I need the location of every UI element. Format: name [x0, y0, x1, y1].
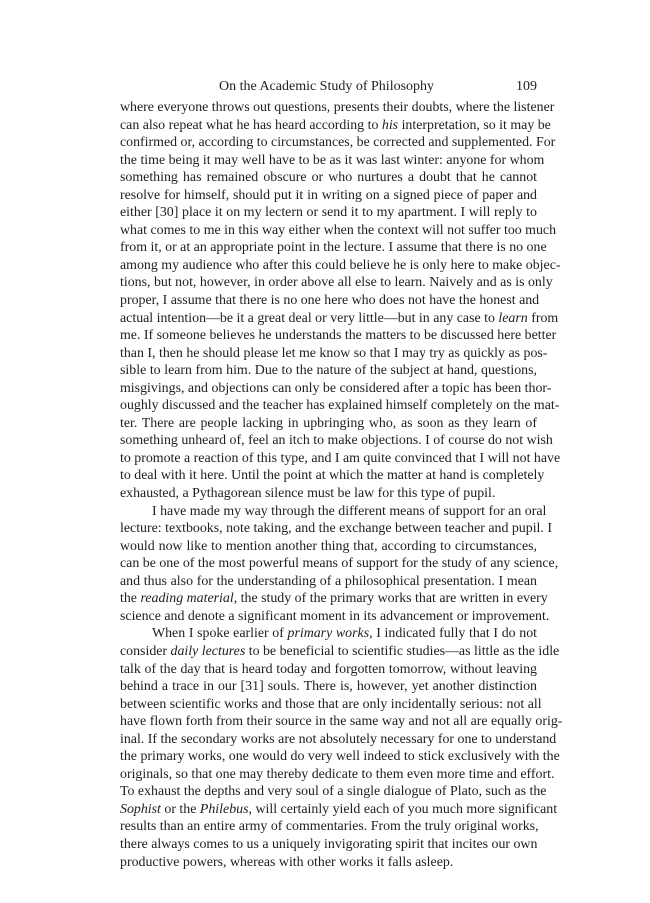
text-line	[120, 117, 551, 135]
text-line: me. If someone believes he understands the matters to be discussed here better	[120, 328, 557, 344]
text-segment: consider	[120, 643, 171, 659]
text-line	[120, 590, 548, 608]
italic-phrase: Sophist	[120, 801, 161, 817]
text-line: behind a trace in our [31] souls. There is, however, yet another distinction	[120, 679, 537, 695]
text-line: from it, or at an appropriate point in the lecture. I assume that there is no one	[120, 240, 547, 256]
text-line: sible to learn from him. Due to the nature of the subject at hand, questions,	[120, 363, 537, 379]
text-line: something has remained obscure or who nurtures a doubt that he cannot	[120, 170, 537, 186]
italic-phrase: primary works	[287, 626, 370, 642]
text-line: something unheard of, feel an itch to make objections. I of course do not wish	[120, 433, 553, 449]
text-line: than I, then he should please let me know so that I may try as quickly as pos-	[120, 345, 548, 361]
running-head	[120, 79, 537, 97]
text-line: confirmed or, according to circumstances, be corrected and supplemented. For	[120, 135, 556, 151]
text-segment: When I spoke earlier of	[152, 626, 288, 642]
text-line: between scientific works and those that are only incidentally serious: not all	[120, 696, 542, 712]
text-line: tions, but not, however, in order above all else to learn. Naively and as is only	[120, 275, 553, 291]
text-segment: the	[120, 591, 141, 607]
text-line: resolve for himself, should put it in writing on a signed piece of paper and	[120, 187, 537, 203]
text-line: lecture: textbooks, note taking, and the exchange between teacher and pupil. I	[120, 521, 552, 537]
text-segment: or the	[160, 801, 200, 817]
body-text	[120, 99, 563, 871]
text-line: to deal with it here. Until the point at which the matter at hand is completely	[120, 468, 545, 484]
text-line: talk of the day that is heard today and forgotten tomorrow, without leaving	[120, 661, 537, 677]
text-segment: to be beneficial to scientific studies—as little as the idle	[245, 643, 560, 659]
text-segment: can also repeat what he has heard according to	[120, 117, 382, 133]
text-line: there always comes to us a uniquely invigorating spirit that incites our own	[120, 836, 538, 852]
text-line: have flown forth from their source in the same way and not all are equally orig-	[120, 714, 563, 730]
text-line: where everyone throws out questions, presents their doubts, where the listener	[120, 100, 555, 115]
text-line: exhausted, a Pythagorean silence must be law for this type of pupil.	[120, 486, 496, 502]
text-line	[120, 625, 537, 643]
text-segment: , will certainly yield each of you much more significant	[248, 801, 558, 817]
text-line: originals, so that one may thereby dedicate to them even more time and effort.	[120, 766, 555, 782]
text-line: to promote a reaction of this type, and I am quite convinced that I will not have	[120, 450, 561, 466]
running-title: On the Academic Study of Philosophy	[219, 79, 435, 94]
text-line: the time being it may well have to be as it was last winter: anyone for whom	[120, 152, 545, 168]
text-line: and thus also for the understanding of a philosophical presentation. I mean	[120, 573, 537, 589]
text-line: either [30] place it on my lectern or send it to my apartment. I will reply to	[120, 205, 537, 221]
text-line: what comes to me in this way either when the context will not suffer too much	[120, 222, 557, 238]
italic-phrase: his	[381, 117, 399, 133]
text-line: oughly discussed and the teacher has explained himself completely on the mat-	[120, 398, 560, 414]
text-line: I have made my way through the different means of support for an oral	[152, 503, 547, 519]
text-segment: interpretation, so it may be	[398, 117, 551, 133]
italic-phrase: Philebus	[199, 801, 249, 817]
text-line	[120, 310, 559, 328]
text-line	[120, 801, 558, 819]
text-segment: from	[527, 310, 559, 326]
italic-phrase: reading material	[140, 591, 234, 607]
text-line: would now like to mention another thing that, according to circumstances,	[120, 538, 537, 554]
page-number: 109	[516, 79, 537, 94]
text-line: science and denote a significant moment in its advancement or improvement.	[120, 608, 550, 624]
italic-phrase: daily lectures	[170, 643, 246, 659]
text-line: proper, I assume that there is no one here who does not have the honest and	[120, 293, 540, 309]
text-segment: , the study of the primary works that are written in every	[233, 591, 548, 607]
italic-phrase: learn	[498, 310, 528, 326]
text-line: among my audience who after this could believe he is only here to make objec-	[120, 257, 561, 273]
text-line: To exhaust the depths and very soul of a single dialogue of Plato, such as the	[120, 784, 547, 800]
text-line: can be one of the most powerful means of support for the study of any science,	[120, 556, 559, 572]
text-line	[120, 643, 560, 661]
text-line: misgivings, and objections can only be considered after a topic has been thor-	[120, 380, 552, 396]
text-line: productive powers, whereas with other works it falls asleep.	[120, 854, 454, 870]
text-segment: actual intention—be it a great deal or very little—but in any case to	[120, 310, 499, 326]
text-line: the primary works, one would do very well indeed to stick exclusively with the	[120, 749, 560, 765]
text-line: results than an entire army of commentaries. From the truly original works,	[120, 819, 539, 835]
text-line: ter. There are people lacking in upbringing who, as soon as they learn of	[120, 415, 537, 431]
text-segment: , I indicated fully that I do not	[369, 626, 538, 642]
text-line: inal. If the secondary works are not absolutely necessary for one to understand	[120, 731, 557, 747]
